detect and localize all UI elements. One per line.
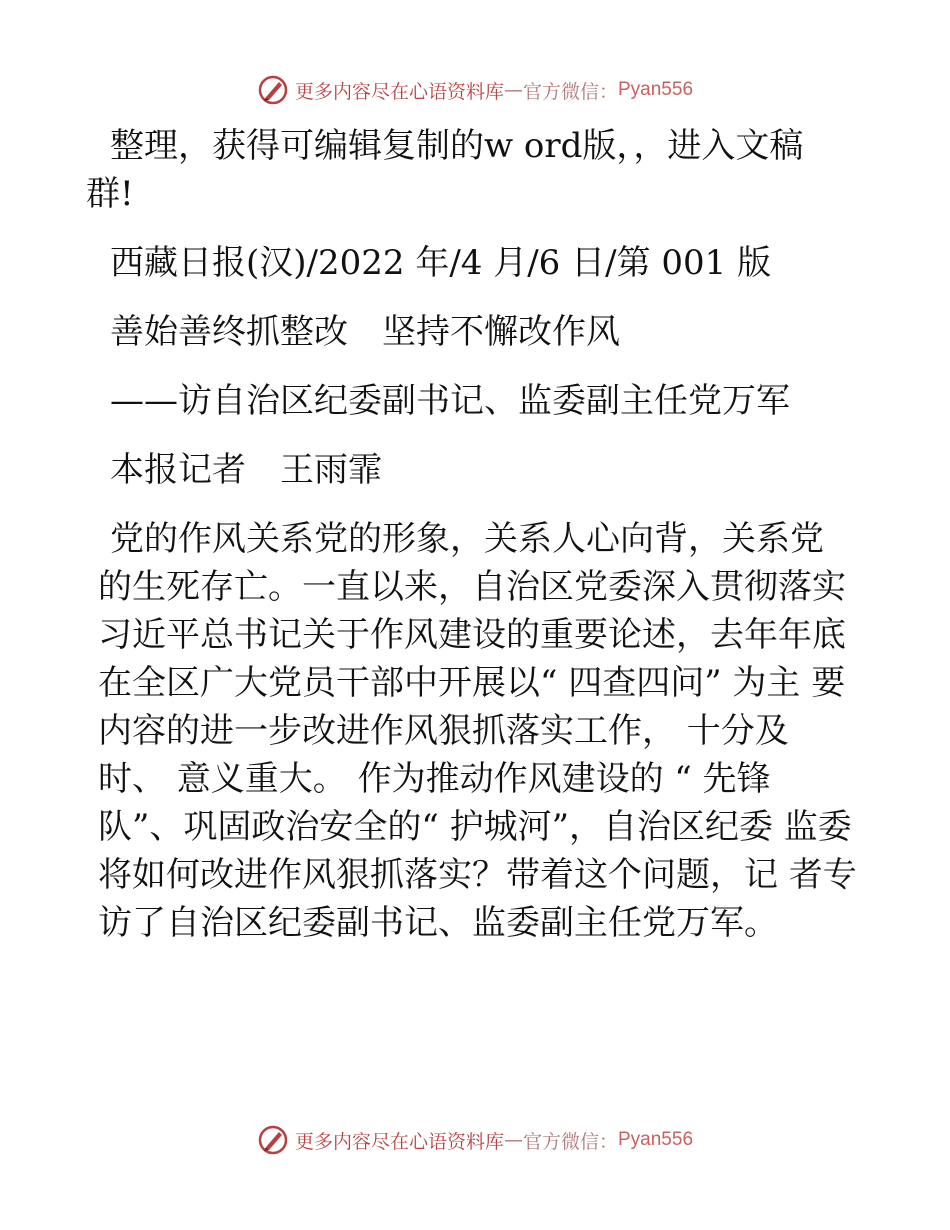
pen-logo-icon	[257, 74, 289, 106]
intro-line-2: 群!	[86, 174, 134, 214]
watermark-dash: —	[503, 1129, 523, 1151]
body-line: 党的作风关系党的形象，关系人心向背，关系党	[110, 519, 824, 559]
body-line: 习近平总书记关于作风建设的重要论述，去年年底	[98, 615, 846, 655]
body-line: 在全区广大党员干部中开展以“ 四查四问” 为主	[98, 663, 801, 703]
watermark-banner-bottom	[0, 1120, 950, 1160]
body-line: 队”、巩固政治安全的“ 护城河”，自治区纪委	[98, 807, 773, 847]
watermark-text: 更多内容尽在心语资料库	[294, 1130, 504, 1153]
body-paragraph	[98, 515, 858, 947]
body-line: 者专访了自治区纪委副书记、监委副主任党万军。	[98, 855, 857, 943]
source-line: 西藏日报(汉)/2022 年/4 月/6 日/第 001 版	[110, 243, 772, 283]
watermark-wechat-label: 官方微信：	[522, 1130, 618, 1153]
article-subtitle: ——访自治区纪委副书记、监委副主任党万军	[110, 381, 790, 421]
body-line: 监委将如何改进作风狠抓落实？带着这个问题，记	[98, 807, 852, 895]
reporter-line: 本报记者 王雨霏	[110, 450, 382, 490]
intro-line-1: 整理，获得可编辑复制的w ord版，，进入文稿	[110, 126, 804, 166]
watermark-banner-top	[0, 70, 950, 110]
watermark-account: Pyan556	[618, 79, 694, 100]
watermark-account: Pyan556	[618, 1129, 694, 1150]
body-line: 要内容的进一步改进作风狠抓落实工作， 十分及	[98, 663, 846, 751]
document-body	[86, 122, 858, 968]
watermark-text: 更多内容尽在心语资料库	[294, 80, 504, 103]
body-line: 时、 意义重大。 作为推动作风建设的 “ 先锋	[98, 759, 771, 799]
watermark-wechat-label: 官方微信：	[522, 80, 618, 103]
pen-logo-icon	[257, 1124, 289, 1156]
watermark-dash: —	[503, 79, 523, 101]
article-title: 善始善终抓整改 坚持不懈改作风	[110, 312, 620, 352]
intro-paragraph	[86, 122, 858, 218]
body-line: 的生死存亡。一直以来，自治区党委深入贯彻落实	[98, 567, 846, 607]
